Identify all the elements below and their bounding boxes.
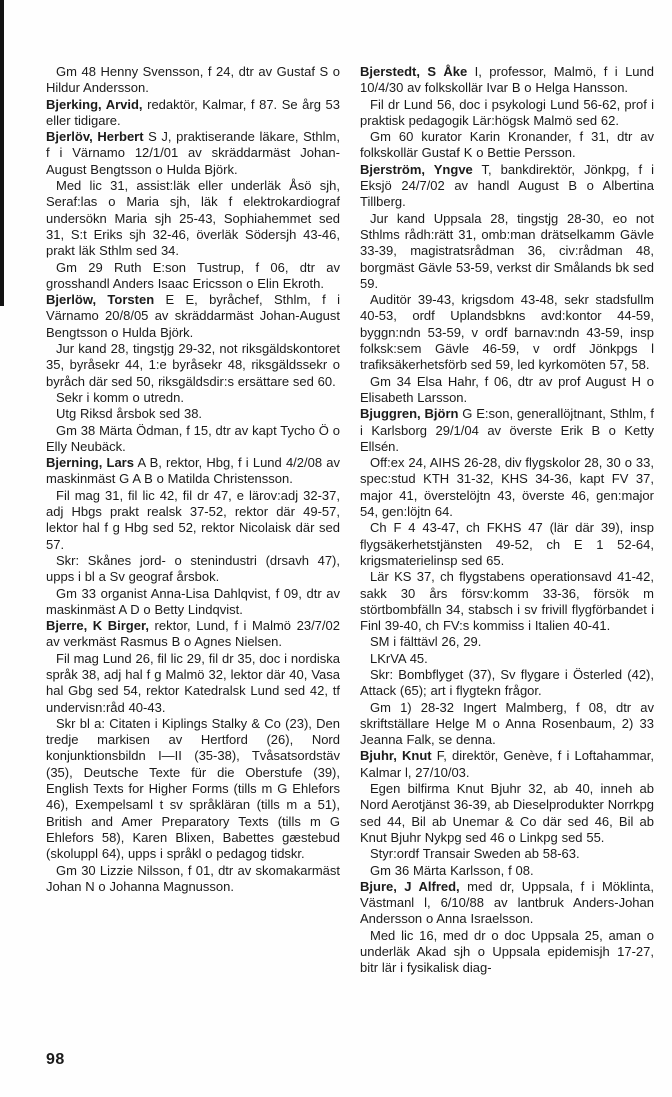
- paragraph-text: A B, rektor, Hbg, f i Lund 4/2/08 av maskinmäst G A B o Matilda Christensson.: [46, 455, 340, 487]
- paragraph-text: Gm 60 kurator Karin Kronander, f 31, dtr av folkskollär Gustaf K o Bettie Persson.: [360, 129, 654, 161]
- paragraph-text: Off:ex 24, AIHS 26-28, div flygskolor 28, 30 o 33, spec:stud KTH 31-32, KHS 34-36, kapt FV 37, major 41, överstelöjtn 43, överste 46, gen:major 54, gen:löjtn 64.: [360, 455, 654, 520]
- entry-name: Bjure, J Alfred,: [360, 878, 460, 894]
- paragraph-text: Gm 38 Märta Ödman, f 15, dtr av kapt Tycho Ö o Elly Neubäck.: [46, 422, 340, 454]
- body-paragraph: [46, 260, 340, 293]
- entry-paragraph: [46, 292, 340, 341]
- paragraph-text: Gm 30 Lizzie Nilsson, f 01, dtr av skomakarmäst Johan N o Johanna Magnusson.: [46, 862, 340, 894]
- paragraph-text: Skr bl a: Citaten i Kiplings Stalky & Co (23), Den tredje markisen av Hertford (26), Nord konjunktionsbildn I—II (35-38), Tvåsatsordstäv (35), Deutsche Texte für die Oberstufe (39), English Texts for Higher Forms (tills m G Ehlefors 46), Exempelsaml t sv språkläran (tills m a 51), British and Amer Preparatory Texts (tills m G Ehlefors 58), Karen Blixen, Babettes gæstebud (skoluppl 64), upps i språkl o pedagog tidskr.: [46, 715, 340, 862]
- entry-name: Bjerström, Yngve: [360, 161, 473, 177]
- paragraph-text: Skr: Skånes jord- o stenindustri (drsavh 47), upps i bl a Sv geograf årsbok.: [46, 552, 340, 585]
- paragraph-text: Skr: Bombflyget (37), Sv flygare i Österled (42), Attack (65); art i flygtekn frågor.: [360, 666, 654, 699]
- body-paragraph: [360, 520, 654, 569]
- entry-paragraph: [46, 129, 340, 178]
- paragraph-text: Fil mag 31, fil lic 42, fil dr 47, e lärov:adj 32-37, adj Hbgs prakt realsk 37-52, rektor där 49-57, lektor hal f g Hbg sed 52, rektor Nicolaisk där sed 57.: [46, 487, 340, 552]
- entry-paragraph: [360, 162, 654, 211]
- body-paragraph: [46, 178, 340, 259]
- body-paragraph: [360, 455, 654, 520]
- entry-name: Bjerre, K Birger,: [46, 618, 149, 634]
- body-paragraph: [360, 928, 654, 977]
- paragraph-text: Gm 34 Elsa Hahr, f 06, dtr av prof August H o Elisabeth Larsson.: [360, 373, 654, 405]
- body-paragraph: [360, 700, 654, 749]
- body-paragraph: [360, 97, 654, 130]
- body-paragraph: [46, 341, 340, 390]
- body-paragraph: [360, 846, 654, 862]
- entry-paragraph: [46, 618, 340, 651]
- body-paragraph: [46, 863, 340, 896]
- body-paragraph: [46, 651, 340, 716]
- paragraph-text: G E:son, generallöjtnant, Sthlm, f i Karlsborg 29/1/04 av överste Erik B o Ketty Ellsén.: [360, 406, 654, 454]
- paragraph-text: Jur kand 28, tingstjg 29-32, not riksgäldskontoret 35, byråsekr 44, 1:e byråsekr 48, riksgäldssekr o byråch där sed 50, riksgäldsdir:s ersättare sed 60.: [46, 341, 340, 389]
- text-column-right: [360, 64, 654, 977]
- paragraph-text: Gm 1) 28-32 Ingert Malmberg, f 08, dtr av skriftställare Helge M o Anna Rosenbaum, 2) 33 Jeanna Falk, se denna.: [360, 699, 654, 748]
- paragraph-text: redaktör, Kalmar, f 87. Se årg 53 eller tidigare.: [46, 96, 340, 128]
- body-paragraph: [360, 781, 654, 846]
- paragraph-text: Fil mag Lund 26, fil lic 29, fil dr 35, doc i nordiska språk 38, adj hal f g Malmö 32, lektor där 40, Vasa hal Gbg sed 54, rektor Katedralsk Lund sed 42, tf undervisn:råd 40-43.: [46, 650, 340, 715]
- paragraph-text: Ch F 4 43-47, ch FKHS 47 (lär där 39), insp flygsäkerhetstjänsten 49-52, ch E 1 52-64, krigsmaterielinsp sed 65.: [360, 520, 654, 568]
- paragraph-text: Jur kand Uppsala 28, tingstjg 28-30, eo not Sthlms rådh:rätt 31, omb:man drätselkamm Gävle 33-39, magistratsrådman 36, civ:rådman 48, borgmäst Gävle 53-59, verkst dir Smålands bk sed 59.: [360, 210, 654, 291]
- paragraph-text: Med lic 16, med dr o doc Uppsala 25, aman o underläk Akad sjh o Uppsala epidemisjh 17-27, bitr lär i fysikalisk diag-: [360, 927, 654, 976]
- entry-paragraph: [360, 748, 654, 781]
- paragraph-text: S J, praktiserande läkare, Sthlm, f i Värnamo 12/1/01 av skräddarmäst Johan-August Bengtsson o Hulda Björk.: [46, 129, 340, 177]
- paragraph-text: Gm 29 Ruth E:son Tustrup, f 06, dtr av grosshandl Anders Isaac Ericsson o Elin Ekroth.: [46, 259, 340, 291]
- body-paragraph: [46, 64, 340, 97]
- body-paragraph: [360, 374, 654, 407]
- scan-artifact-line: [0, 0, 4, 306]
- body-paragraph: [46, 423, 340, 456]
- paragraph-text: Lär KS 37, ch flygstabens operationsavd 41-42, sakk 30 års försv:komm 33-36, försök m störtbombfälln 34, stabsch i sv frivill flygförbandet i Finl 39-40, ch FV:s kommiss i Italien 40-41.: [360, 569, 654, 634]
- paragraph-text: I, professor, Malmö, f i Lund 10/4/30 av folkskollär Ivar B o Helga Hansson.: [360, 64, 655, 96]
- paragraph-text: Fil dr Lund 56, doc i psykologi Lund 56-62, prof i praktisk pedagogik Lär:högsk Malmö sed 62.: [360, 96, 654, 128]
- body-paragraph: [360, 211, 654, 292]
- paragraph-text: F, direktör, Genève, f i Loftahammar, Kalmar l, 27/10/03.: [360, 748, 654, 780]
- paragraph-text: LKrVA 45.: [370, 650, 428, 666]
- body-paragraph: [360, 292, 654, 373]
- body-paragraph: [360, 569, 654, 634]
- entry-name: Bjerning, Lars: [46, 455, 134, 471]
- paragraph-text: Gm 33 organist Anna-Lisa Dahlqvist, f 09, dtr av maskinmäst A D o Betty Lindqvist.: [46, 585, 340, 617]
- paragraph-text: Utg Riksd årsbok sed 38.: [56, 406, 203, 422]
- page-number: 98: [46, 1051, 65, 1068]
- body-paragraph: [360, 667, 654, 700]
- entry-name: Bjerlöw, Torsten: [46, 292, 155, 308]
- paragraph-text: Gm 48 Henny Svensson, f 24, dtr av Gustaf S o Hildur Andersson.: [46, 64, 340, 96]
- paragraph-text: E E, byråchef, Sthlm, f i Värnamo 20/8/05 av skräddarmäst Johan-August Bengtsson o Hulda Björk.: [46, 292, 340, 340]
- paragraph-text: Styr:ordf Transair Sweden ab 58-63.: [370, 846, 580, 862]
- entry-paragraph: [46, 97, 340, 130]
- entry-paragraph: [360, 879, 654, 928]
- body-paragraph: [46, 553, 340, 586]
- paragraph-text: rektor, Lund, f i Malmö 23/7/02 av verkmäst Rasmus B o Agnes Nielsen.: [46, 618, 340, 650]
- entry-paragraph: [360, 406, 654, 455]
- entry-paragraph: [360, 64, 654, 97]
- paragraph-text: Med lic 31, assist:läk eller underläk Åsö sjh, Seraf:las o Maria sjh, läk f elektrokardiograf undersökn Maria sjh 25-43, Sophiahemmet sed 31, S:t Eriks sjh 32-46, överläk Södersjh 43-46, prakt läk Sthlm sed 34.: [46, 178, 340, 259]
- entry-name: Bjuggren, Björn: [360, 406, 459, 422]
- entry-paragraph: [46, 455, 340, 488]
- body-paragraph: [360, 651, 654, 667]
- text-column-left: [46, 64, 340, 977]
- paragraph-text: Sekr i komm o utredn.: [56, 389, 184, 405]
- entry-name: Bjerlöv, Herbert: [46, 129, 144, 145]
- body-paragraph: [360, 634, 654, 650]
- entry-name: Bjerstedt, S Åke: [360, 64, 468, 79]
- text-columns: [46, 64, 654, 977]
- body-paragraph: [46, 390, 340, 406]
- body-paragraph: [360, 129, 654, 162]
- body-paragraph: [46, 716, 340, 863]
- paragraph-text: Auditör 39-43, krigsdom 43-48, sekr stadsfullm 40-53, ordf Uplandsbkns avd:kontor 44-59, byggn:ndn 53-59, v ordf barnav:ndn 43-59, insp folksk:sem Gävle 46-59, v ordf Jönkpgs l trafiksäkerhetsförb sed 59, led kyrkomöten 57, 58.: [360, 292, 654, 373]
- body-paragraph: [360, 863, 654, 879]
- paragraph-text: med dr, Uppsala, f i Möklinta, Västmanl l, 6/10/88 av lantbruk Anders-Johan Andersson o Anna Israelsson.: [360, 878, 654, 927]
- paragraph-text: Egen bilfirma Knut Bjuhr 32, ab 40, inneh ab Nord Aerotjänst 36-39, ab Dieselprodukter Norrkpg sed 44, Bil ab Unemar & Co där sed 46, Bil ab Knut Bjuhr Nykpg sed 46 o Linkpg sed 55.: [360, 781, 654, 845]
- body-paragraph: [46, 488, 340, 553]
- entry-name: Bjuhr, Knut: [360, 748, 432, 764]
- entry-name: Bjerking, Arvid,: [46, 96, 143, 112]
- body-paragraph: [46, 586, 340, 619]
- paragraph-text: Gm 36 Märta Karlsson, f 08.: [370, 862, 534, 878]
- paragraph-text: T, bankdirektör, Jönkpg, f i Eksjö 24/7/02 av handl August B o Albertina Tillberg.: [360, 161, 655, 210]
- paragraph-text: SM i fälttävl 26, 29.: [370, 634, 482, 650]
- body-paragraph: [46, 406, 340, 422]
